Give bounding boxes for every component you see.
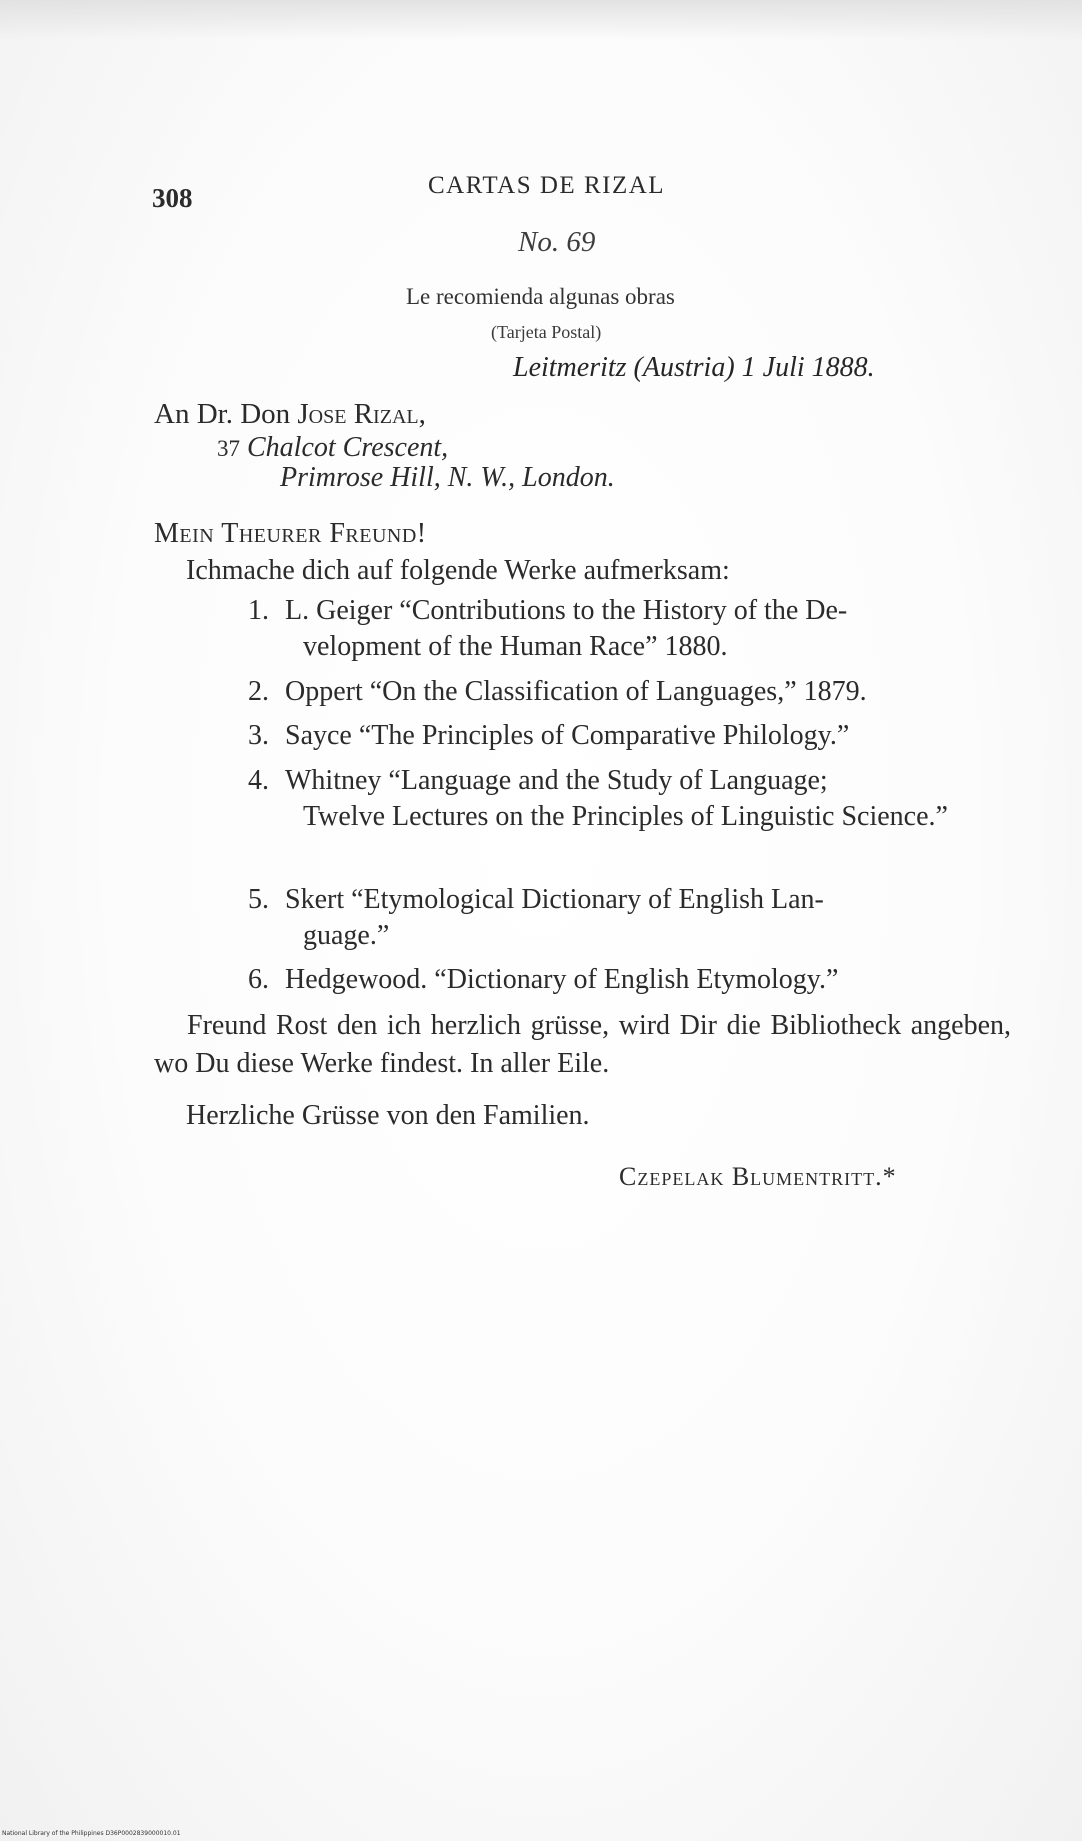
work-text: L. Geiger “Contributions to the History of the De- xyxy=(285,595,848,626)
work-list-item xyxy=(248,593,1018,665)
work-text-continued: velopment of the Human Race” 1880. xyxy=(303,631,728,662)
address-prefix: An Dr. Don xyxy=(154,398,298,430)
salutation: Mein Theurer Freund! xyxy=(154,518,427,549)
address-last-name: Rizal xyxy=(353,398,419,430)
list-marker: 6. xyxy=(248,964,269,995)
list-marker: 5. xyxy=(248,884,269,915)
work-text-continued: Twelve Lectures on the Principles of Linguistic Science.” xyxy=(303,801,948,832)
list-marker: 4. xyxy=(248,765,269,796)
address-city: Primrose Hill, N. W., London. xyxy=(280,462,615,493)
work-text: Whitney “Language and the Study of Language; xyxy=(285,765,828,796)
list-marker: 1. xyxy=(248,595,269,626)
page-top-shadow xyxy=(0,0,1082,40)
running-title: CARTAS DE RIZAL xyxy=(428,172,666,199)
work-list-item xyxy=(248,718,1028,754)
work-list-item xyxy=(248,674,1028,710)
work-text: Oppert “On the Classification of Languages,” 1879. xyxy=(285,676,867,707)
address-street-number: 37 xyxy=(217,436,240,461)
work-list-item xyxy=(248,763,1018,835)
page-number: 308 xyxy=(152,183,193,213)
closing-paragraph: Freund Rost den ich herzlich grüsse, wird Dir die Bibliotheck angeben, wo Du diese Werke findest. In aller Eile. xyxy=(154,1010,1011,1079)
letter-type: (Tarjeta Postal) xyxy=(491,322,602,342)
work-list-item xyxy=(248,962,1028,998)
signature: Czepelak Blumentritt.* xyxy=(619,1162,897,1191)
closing-greeting: Herzliche Grüsse von den Familien. xyxy=(186,1100,590,1131)
work-text: Hedgewood. “Dictionary of English Etymology.” xyxy=(285,964,839,995)
work-text-continued: guage.” xyxy=(303,920,390,951)
intro-line: Ichmache dich auf folgende Werke aufmerksam: xyxy=(186,555,730,586)
letter-summary: Le recomienda algunas obras xyxy=(406,284,675,309)
list-marker: 3. xyxy=(248,720,269,751)
place-date: Leitmeritz (Austria) 1 Juli 1888. xyxy=(513,352,875,383)
list-marker: 2. xyxy=(248,676,269,707)
address-street: Chalcot Crescent, xyxy=(247,432,449,463)
work-text: Skert “Etymological Dictionary of English Lan- xyxy=(285,884,824,915)
address-suffix: , xyxy=(418,398,426,430)
address-recipient xyxy=(154,398,426,431)
address-street-line xyxy=(217,432,448,464)
archive-stamp: National Library of the Philippines D36P0002839000010.01 xyxy=(2,1830,181,1837)
address-first-name: Jose xyxy=(297,398,347,430)
work-list-item xyxy=(248,882,1018,954)
letter-number: No. 69 xyxy=(518,226,596,258)
work-text: Sayce “The Principles of Comparative Philology.” xyxy=(285,720,850,751)
